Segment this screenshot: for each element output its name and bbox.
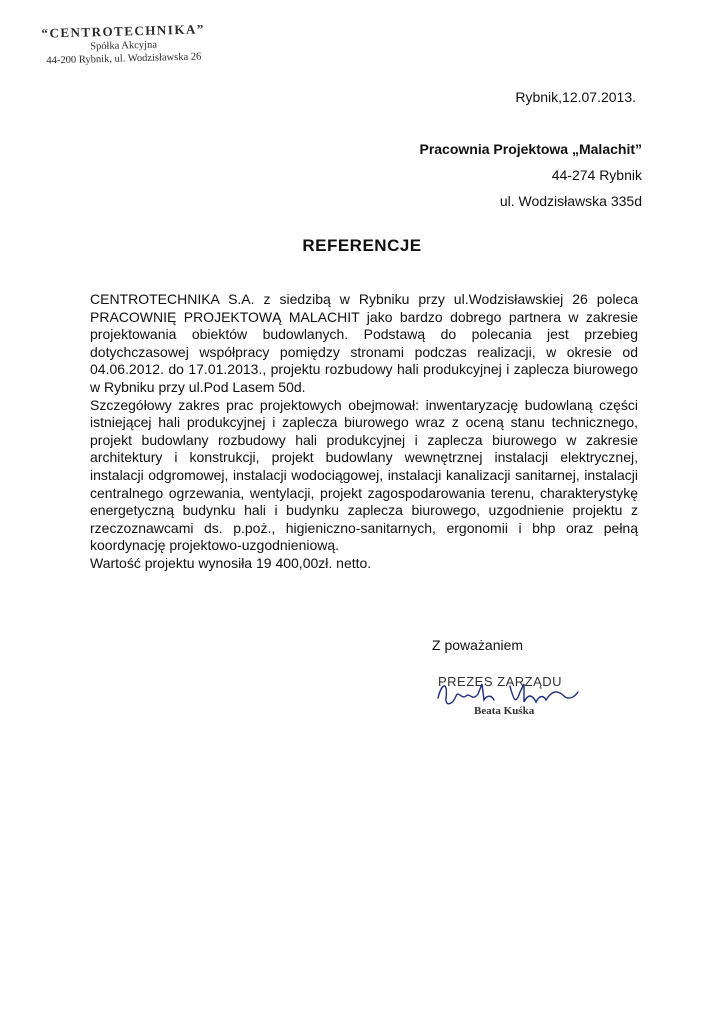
company-stamp — [28, 21, 219, 67]
stamp-address: 44-200 Rybnik, ul. Wodzisławska 26 — [46, 51, 202, 67]
body-paragraph-scope: Szczegółowy zakres prac projektowych obejmował: inwentaryzację budowlaną części istniejącej hali produkcyjnej i zaplecza biurowego wraz z oceną stanu technicznego, projekt budowlany rozbudowy hali produkcyjnej i zaplecza biurowego w zakresie architektury i konstrukcji, projekt budowlany wewnętrznej instalacji elektrycznej, instalacji odgromowej, instalacji wodociągowej, instalacji kanalizacji sanitarnej, instalacji centralnego ogrzewania, wentylacji, projekt zagospodarowania terenu, charakterystykę energetyczną budynku hali i budynku zaplecza biurowego, uzgodnienie projektu z rzeczoznawcami ds. p.poż., higieniczno-sanitarnych, ergonomii i bhp oraz pełną koordynację projektowo-uzgodnieniową. — [90, 396, 638, 554]
recipient-city: 44-274 Rybnik — [551, 167, 642, 183]
stamp-company-type: Spółka Akcyjna — [90, 39, 158, 53]
signatory-title: PREZES ZARZĄDU — [438, 674, 563, 689]
signatory-name: Beata Kuśka — [474, 705, 535, 717]
recipient-name: Pracownia Projektowa „Malachit” — [419, 141, 642, 157]
letter-body — [90, 291, 638, 573]
body-paragraph-intro: CENTROTECHNIKA S.A. z siedzibą w Rybniku przy ul.Wodzisławskiej 26 poleca PRACOWNIĘ PROJEKTOWĄ MALACHIT jako bardzo dobrego partnera w zakresie projektowania obiektów budowlanych. Podstawą do polecania jest przebieg dotychczasowej współpracy pomiędzy stronami podczas realizacji, w okresie od 04.06.2012. do 17.01.2013., projektu rozbudowy hali produkcyjnej i zaplecza biurowego w Rybniku przy ul.Pod Lasem 50d. — [90, 291, 638, 395]
document-title: REFERENCJE — [302, 236, 422, 255]
body-paragraph-value: Wartość projektu wynosiła 19 400,00zł. netto. — [90, 554, 372, 571]
closing-line: Z poważaniem — [432, 637, 524, 653]
stamp-company-name: “CENTROTECHNIKA” — [41, 21, 206, 41]
date-line: Rybnik,12.07.2013. — [515, 89, 636, 105]
recipient-street: ul. Wodzisławska 335d — [499, 193, 642, 209]
recipient-block — [419, 136, 642, 214]
